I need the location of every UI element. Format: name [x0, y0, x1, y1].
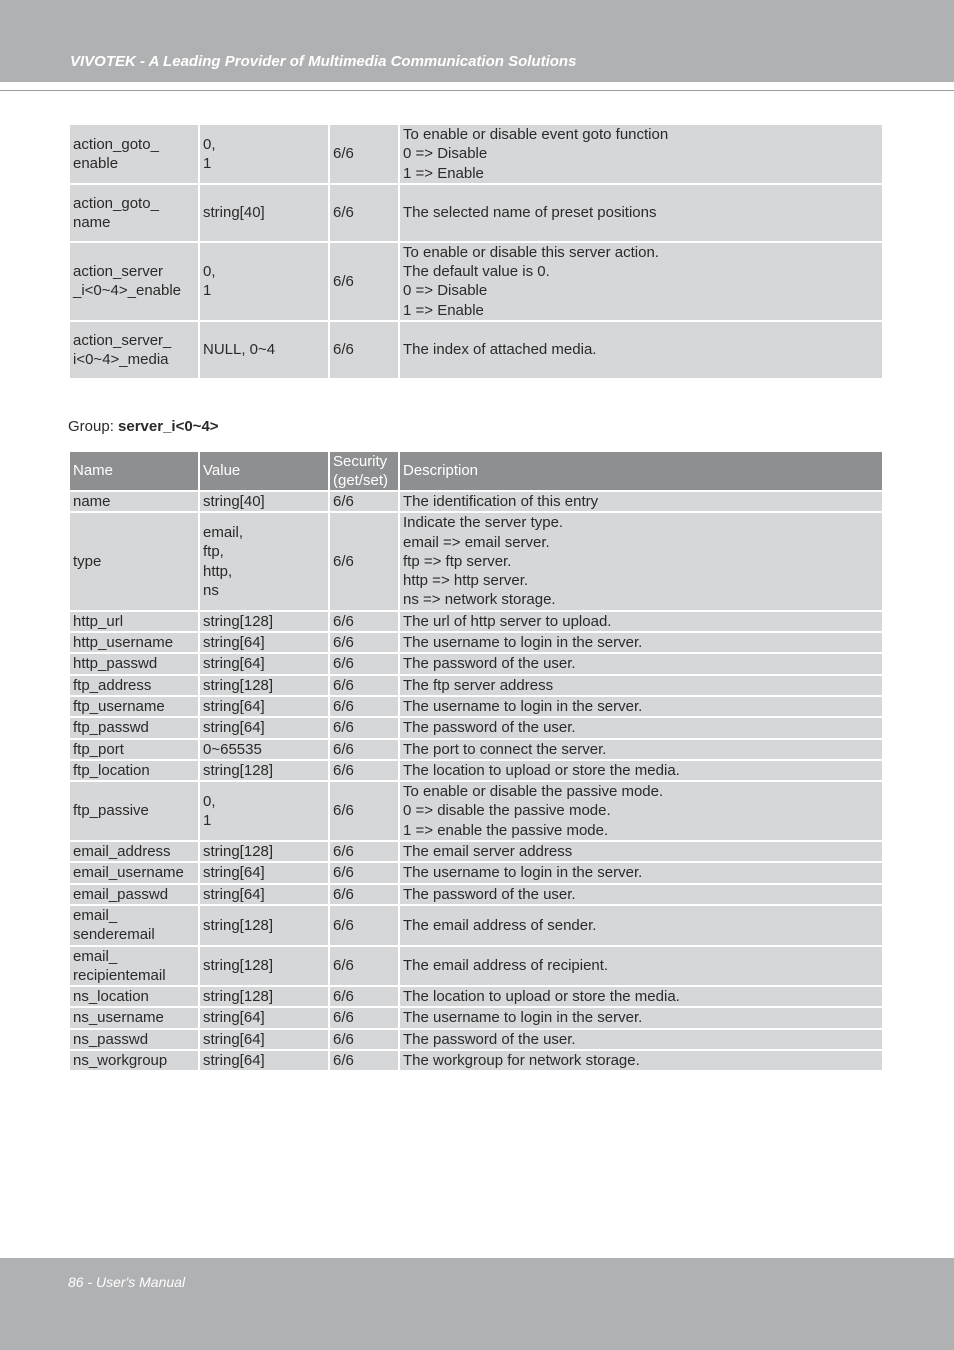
- cell-security: 6/6: [330, 633, 398, 652]
- column-header-name: Name: [70, 452, 198, 490]
- header-divider: [0, 90, 954, 91]
- cell-name: ftp_passive: [70, 782, 198, 840]
- cell-value: email, ftp, http, ns: [200, 513, 328, 609]
- cell-name: ns_username: [70, 1008, 198, 1027]
- cell-security: 6/6: [330, 492, 398, 511]
- cell-value: string[128]: [200, 906, 328, 945]
- cell-description: To enable or disable the passive mode. 0 => disable the passive mode. 1 => enable the passive mode.: [400, 782, 882, 840]
- cell-value: string[128]: [200, 612, 328, 631]
- page-footer: [0, 1258, 954, 1350]
- cell-security: 6/6: [330, 1051, 398, 1070]
- cell-description: The email server address: [400, 842, 882, 861]
- cell-value: string[64]: [200, 1008, 328, 1027]
- column-header-value: Value: [200, 452, 328, 490]
- cell-value: 0, 1: [200, 125, 328, 183]
- table-row: [70, 654, 882, 673]
- table-row: [70, 492, 882, 511]
- cell-description: The port to connect the server.: [400, 740, 882, 759]
- group-name: server_i<0~4>: [118, 418, 219, 435]
- cell-description: The workgroup for network storage.: [400, 1051, 882, 1070]
- table-row: [70, 947, 882, 986]
- page-header: [0, 0, 954, 82]
- cell-name: action_server _i<0~4>_enable: [70, 243, 198, 320]
- cell-name: http_url: [70, 612, 198, 631]
- table-row: [70, 633, 882, 652]
- cell-name: ftp_passwd: [70, 718, 198, 737]
- cell-security: 6/6: [330, 906, 398, 945]
- cell-value: string[40]: [200, 185, 328, 241]
- table-row: [70, 987, 882, 1006]
- cell-value: string[128]: [200, 761, 328, 780]
- cell-security: 6/6: [330, 863, 398, 882]
- cell-name: http_username: [70, 633, 198, 652]
- cell-description: To enable or disable event goto function 0 => Disable 1 => Enable: [400, 125, 882, 183]
- cell-name: ftp_location: [70, 761, 198, 780]
- cell-value: string[128]: [200, 676, 328, 695]
- cell-name: ftp_username: [70, 697, 198, 716]
- table-row: [70, 243, 882, 320]
- cell-value: string[64]: [200, 885, 328, 904]
- cell-description: The email address of sender.: [400, 906, 882, 945]
- table-header-row: [70, 452, 882, 490]
- table-row: [70, 863, 882, 882]
- cell-name: action_goto_ enable: [70, 125, 198, 183]
- cell-description: The username to login in the server.: [400, 863, 882, 882]
- cell-name: name: [70, 492, 198, 511]
- cell-value: 0~65535: [200, 740, 328, 759]
- cell-name: action_server_ i<0~4>_media: [70, 322, 198, 378]
- cell-security: 6/6: [330, 987, 398, 1006]
- cell-description: The password of the user.: [400, 885, 882, 904]
- table-row: [70, 612, 882, 631]
- cell-security: 6/6: [330, 513, 398, 609]
- table-row: [70, 782, 882, 840]
- cell-description: To enable or disable this server action. The default value is 0. 0 => Disable 1 => Enable: [400, 243, 882, 320]
- cell-security: 6/6: [330, 322, 398, 378]
- cell-description: Indicate the server type. email => email server. ftp => ftp server. http => http server. ns => network storage.: [400, 513, 882, 609]
- parameters-table-action: [68, 123, 884, 380]
- cell-name: action_goto_ name: [70, 185, 198, 241]
- group-label-prefix: Group:: [68, 418, 114, 435]
- parameters-table-server: [68, 450, 884, 1072]
- cell-security: 6/6: [330, 697, 398, 716]
- table-row: [70, 125, 882, 183]
- cell-description: The password of the user.: [400, 1030, 882, 1049]
- cell-value: string[64]: [200, 654, 328, 673]
- cell-description: The identification of this entry: [400, 492, 882, 511]
- table-row: [70, 718, 882, 737]
- cell-name: ns_location: [70, 987, 198, 1006]
- table-row: [70, 761, 882, 780]
- cell-name: ns_passwd: [70, 1030, 198, 1049]
- cell-security: 6/6: [330, 761, 398, 780]
- cell-value: string[40]: [200, 492, 328, 511]
- cell-description: The location to upload or store the media.: [400, 761, 882, 780]
- table-row: [70, 842, 882, 861]
- cell-name: type: [70, 513, 198, 609]
- header-title: VIVOTEK - A Leading Provider of Multimedia Communication Solutions: [70, 53, 577, 70]
- cell-description: The url of http server to upload.: [400, 612, 882, 631]
- cell-description: The selected name of preset positions: [400, 185, 882, 241]
- cell-security: 6/6: [330, 782, 398, 840]
- cell-name: http_passwd: [70, 654, 198, 673]
- cell-description: The password of the user.: [400, 718, 882, 737]
- cell-description: The username to login in the server.: [400, 1008, 882, 1027]
- cell-name: email_address: [70, 842, 198, 861]
- cell-value: 0, 1: [200, 243, 328, 320]
- cell-name: email_ recipientemail: [70, 947, 198, 986]
- cell-description: The index of attached media.: [400, 322, 882, 378]
- cell-security: 6/6: [330, 842, 398, 861]
- cell-description: The username to login in the server.: [400, 697, 882, 716]
- cell-security: 6/6: [330, 612, 398, 631]
- cell-name: ftp_port: [70, 740, 198, 759]
- column-header-security: Security (get/set): [330, 452, 398, 490]
- table-row: [70, 513, 882, 609]
- table-row: [70, 1030, 882, 1049]
- cell-value: string[128]: [200, 947, 328, 986]
- cell-name: email_ senderemail: [70, 906, 198, 945]
- table-row: [70, 322, 882, 378]
- table-row: [70, 1008, 882, 1027]
- cell-value: string[64]: [200, 1051, 328, 1070]
- cell-security: 6/6: [330, 740, 398, 759]
- cell-security: 6/6: [330, 676, 398, 695]
- cell-name: ns_workgroup: [70, 1051, 198, 1070]
- page-number: 86 - User's Manual: [68, 1274, 186, 1290]
- cell-value: string[64]: [200, 697, 328, 716]
- cell-security: 6/6: [330, 718, 398, 737]
- cell-value: string[128]: [200, 842, 328, 861]
- cell-value: NULL, 0~4: [200, 322, 328, 378]
- table-row: [70, 676, 882, 695]
- cell-value: 0, 1: [200, 782, 328, 840]
- cell-description: The email address of recipient.: [400, 947, 882, 986]
- cell-value: string[64]: [200, 863, 328, 882]
- cell-name: email_passwd: [70, 885, 198, 904]
- cell-security: 6/6: [330, 1008, 398, 1027]
- cell-description: The password of the user.: [400, 654, 882, 673]
- table-row: [70, 697, 882, 716]
- table-row: [70, 185, 882, 241]
- column-header-description: Description: [400, 452, 882, 490]
- cell-security: 6/6: [330, 1030, 398, 1049]
- group-label: [68, 418, 219, 435]
- table-row: [70, 740, 882, 759]
- cell-security: 6/6: [330, 185, 398, 241]
- cell-value: string[128]: [200, 987, 328, 1006]
- cell-value: string[64]: [200, 718, 328, 737]
- cell-security: 6/6: [330, 125, 398, 183]
- cell-value: string[64]: [200, 633, 328, 652]
- cell-security: 6/6: [330, 947, 398, 986]
- table-row: [70, 906, 882, 945]
- cell-value: string[64]: [200, 1030, 328, 1049]
- cell-description: The username to login in the server.: [400, 633, 882, 652]
- cell-description: The ftp server address: [400, 676, 882, 695]
- cell-security: 6/6: [330, 654, 398, 673]
- table-row: [70, 885, 882, 904]
- cell-security: 6/6: [330, 243, 398, 320]
- cell-security: 6/6: [330, 885, 398, 904]
- cell-name: ftp_address: [70, 676, 198, 695]
- cell-name: email_username: [70, 863, 198, 882]
- cell-description: The location to upload or store the media.: [400, 987, 882, 1006]
- table-row: [70, 1051, 882, 1070]
